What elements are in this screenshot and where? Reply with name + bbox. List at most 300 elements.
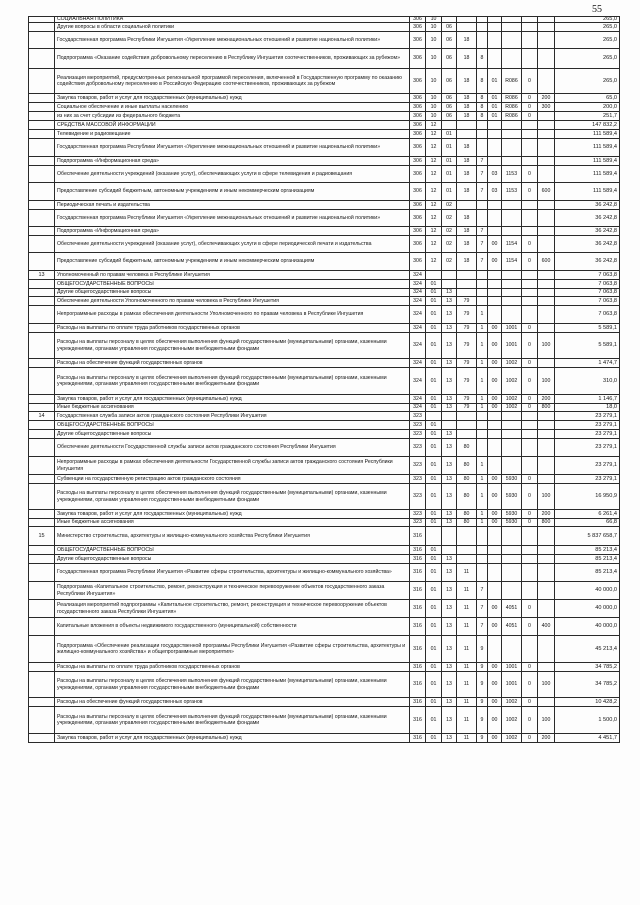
- subsection-cell: 13: [441, 333, 456, 358]
- subprogram-cell: [476, 271, 487, 279]
- expense-type-cell: [537, 280, 554, 288]
- item-name-cell: из них за счет субсидии из федерального бюджета: [54, 112, 409, 120]
- section-cell: 10: [425, 17, 441, 22]
- amount-cell: 40 000,0: [554, 600, 620, 617]
- table-row: [28, 707, 620, 734]
- direction-cell: 00: [487, 707, 501, 733]
- row-number-cell: [28, 183, 54, 200]
- item-name-cell: Телевидение и радиовещание: [54, 130, 409, 138]
- ministry-code-cell: 316: [409, 698, 425, 706]
- subprogram-cell: 9: [476, 734, 487, 742]
- program-cell: 18: [456, 32, 476, 48]
- expense-type-cell: [537, 139, 554, 156]
- row-number-cell: [28, 210, 54, 226]
- amount-cell: 36 242,8: [554, 253, 620, 270]
- direction-cell: 01: [487, 69, 501, 93]
- expense-subcode-cell: 0: [521, 359, 537, 367]
- item-name-cell: Непрограммные расходы в рамках обеспечения деятельности Уполномоченного по правам человека в Республике Ингушетия: [54, 306, 409, 323]
- item-name-cell: Государственная программа Республики Ингушетия «Развитие сферы строительства, архитектуры и жилищно-коммунального хозяйства»: [54, 564, 409, 581]
- amount-cell: 40 000,0: [554, 618, 620, 635]
- row-number-cell: [28, 280, 54, 288]
- subprogram-cell: 1: [476, 306, 487, 323]
- ministry-code-cell: 316: [409, 546, 425, 554]
- subsection-cell: 13: [441, 618, 456, 635]
- direction-cell: [487, 582, 501, 599]
- direction-cell: [487, 49, 501, 68]
- subprogram-cell: 1: [476, 484, 487, 509]
- amount-cell: 34 785,2: [554, 663, 620, 671]
- section-cell: 10: [425, 112, 441, 120]
- expense-type-cell: [537, 227, 554, 235]
- section-cell: 01: [425, 555, 441, 563]
- direction-cell: [487, 412, 501, 420]
- subsection-cell: 06: [441, 103, 456, 111]
- table-row: [28, 546, 620, 555]
- table-row: [28, 475, 620, 484]
- program-cell: [456, 121, 476, 129]
- item-name-cell: Закупка товаров, работ и услуг для государственных (муниципальных) нужд: [54, 510, 409, 518]
- expense-subcode-cell: 0: [521, 395, 537, 403]
- expense-subcode-cell: 0: [521, 69, 537, 93]
- section-cell: 12: [425, 236, 441, 252]
- ministry-code-cell: 324: [409, 271, 425, 279]
- subprogram-cell: 7: [476, 227, 487, 235]
- expense-code-cell: 1002: [501, 734, 521, 742]
- expense-type-cell: [537, 236, 554, 252]
- subsection-cell: 13: [441, 368, 456, 394]
- direction-cell: 00: [487, 663, 501, 671]
- section-cell: 01: [425, 280, 441, 288]
- amount-cell: 23 279,1: [554, 421, 620, 429]
- table-row: [28, 519, 620, 527]
- subprogram-cell: 9: [476, 707, 487, 733]
- amount-cell: 66,8: [554, 519, 620, 526]
- expense-type-cell: [537, 324, 554, 332]
- amount-cell: 111 589,4: [554, 157, 620, 165]
- item-name-cell: Обеспечение деятельности Государственной службы записи актов гражданского состояния Республики Ингушетия: [54, 439, 409, 456]
- expense-subcode-cell: [521, 412, 537, 420]
- table-row: [28, 32, 620, 49]
- section-cell: 01: [425, 368, 441, 394]
- expense-code-cell: [501, 130, 521, 138]
- row-number-cell: [28, 395, 54, 403]
- table-row: [28, 121, 620, 130]
- section-cell: 12: [425, 139, 441, 156]
- expense-subcode-cell: 0: [521, 166, 537, 182]
- subsection-cell: 06: [441, 112, 456, 120]
- ministry-code-cell: 306: [409, 94, 425, 102]
- direction-cell: [487, 555, 501, 563]
- amount-cell: 18,0: [554, 404, 620, 411]
- expense-subcode-cell: [521, 306, 537, 323]
- subsection-cell: 13: [441, 636, 456, 662]
- expense-code-cell: [501, 157, 521, 165]
- subprogram-cell: [476, 430, 487, 438]
- expense-type-cell: 100: [537, 484, 554, 509]
- expense-type-cell: [537, 32, 554, 48]
- amount-cell: 1 146,7: [554, 395, 620, 403]
- amount-cell: 23 279,1: [554, 412, 620, 420]
- expense-type-cell: [537, 412, 554, 420]
- expense-type-cell: [537, 546, 554, 554]
- subsection-cell: 13: [441, 672, 456, 697]
- program-cell: [456, 555, 476, 563]
- subprogram-cell: 7: [476, 600, 487, 617]
- program-cell: 18: [456, 227, 476, 235]
- table-row: [28, 395, 620, 404]
- subsection-cell: 06: [441, 49, 456, 68]
- table-row: [28, 333, 620, 359]
- section-cell: 01: [425, 430, 441, 438]
- amount-cell: 265,0: [554, 49, 620, 68]
- direction-cell: 00: [487, 236, 501, 252]
- subsection-cell: [441, 546, 456, 554]
- expense-type-cell: [537, 527, 554, 545]
- subprogram-cell: [476, 289, 487, 296]
- amount-cell: 4 451,7: [554, 734, 620, 742]
- expense-type-cell: [537, 17, 554, 22]
- expense-subcode-cell: 0: [521, 183, 537, 200]
- expense-subcode-cell: [521, 636, 537, 662]
- amount-cell: 6 261,4: [554, 510, 620, 518]
- expense-code-cell: [501, 271, 521, 279]
- row-number-cell: [28, 201, 54, 209]
- ministry-code-cell: 306: [409, 157, 425, 165]
- item-name-cell: Другие вопросы в области социальной политики: [54, 23, 409, 31]
- expense-subcode-cell: [521, 546, 537, 554]
- item-name-cell: Государственная служба записи актов гражданского состояния Республики Ингушетия: [54, 412, 409, 420]
- section-cell: 01: [425, 359, 441, 367]
- subprogram-cell: 1: [476, 324, 487, 332]
- direction-cell: [487, 121, 501, 129]
- table-row: [28, 421, 620, 430]
- subprogram-cell: [476, 280, 487, 288]
- expense-code-cell: [501, 49, 521, 68]
- ministry-code-cell: 324: [409, 280, 425, 288]
- ministry-code-cell: 324: [409, 297, 425, 305]
- subsection-cell: 13: [441, 564, 456, 581]
- amount-cell: 5 589,1: [554, 333, 620, 358]
- program-cell: 79: [456, 395, 476, 403]
- row-number-cell: [28, 672, 54, 697]
- table-row: [28, 297, 620, 306]
- table-row: [28, 166, 620, 183]
- ministry-code-cell: 316: [409, 663, 425, 671]
- row-number-cell: 15: [28, 527, 54, 545]
- expense-code-cell: 1154: [501, 253, 521, 270]
- program-cell: 80: [456, 519, 476, 526]
- expense-type-cell: [537, 271, 554, 279]
- ministry-code-cell: 306: [409, 139, 425, 156]
- amount-cell: 111 589,4: [554, 166, 620, 182]
- subsection-cell: 13: [441, 359, 456, 367]
- expense-type-cell: [537, 555, 554, 563]
- row-number-cell: [28, 103, 54, 111]
- expense-subcode-cell: [521, 121, 537, 129]
- expense-type-cell: [537, 130, 554, 138]
- amount-cell: 34 785,2: [554, 672, 620, 697]
- section-cell: 01: [425, 698, 441, 706]
- section-cell: 01: [425, 564, 441, 581]
- row-number-cell: [28, 618, 54, 635]
- expense-code-cell: [501, 439, 521, 456]
- ministry-code-cell: 306: [409, 49, 425, 68]
- amount-cell: 5 837 658,7: [554, 527, 620, 545]
- row-number-cell: [28, 69, 54, 93]
- direction-cell: [487, 439, 501, 456]
- expense-code-cell: [501, 564, 521, 581]
- program-cell: 11: [456, 582, 476, 599]
- table-row: [28, 663, 620, 672]
- expense-subcode-cell: [521, 439, 537, 456]
- program-cell: 18: [456, 112, 476, 120]
- ministry-code-cell: 306: [409, 130, 425, 138]
- expense-type-cell: [537, 439, 554, 456]
- expense-code-cell: 1002: [501, 707, 521, 733]
- ministry-code-cell: 323: [409, 475, 425, 483]
- section-cell: 01: [425, 404, 441, 411]
- expense-code-cell: 5930: [501, 519, 521, 526]
- row-number-cell: [28, 121, 54, 129]
- subprogram-cell: [476, 564, 487, 581]
- amount-cell: 85 213,4: [554, 546, 620, 554]
- expense-code-cell: [501, 32, 521, 48]
- amount-cell: 65,0: [554, 94, 620, 102]
- table-row: [28, 527, 620, 546]
- direction-cell: [487, 306, 501, 323]
- direction-cell: 03: [487, 166, 501, 182]
- ministry-code-cell: 323: [409, 457, 425, 474]
- direction-cell: 01: [487, 112, 501, 120]
- ministry-code-cell: 306: [409, 201, 425, 209]
- ministry-code-cell: 324: [409, 333, 425, 358]
- table-row: [28, 734, 620, 743]
- expense-type-cell: [537, 166, 554, 182]
- section-cell: 01: [425, 734, 441, 742]
- expense-code-cell: [501, 121, 521, 129]
- row-number-cell: [28, 166, 54, 182]
- subsection-cell: 13: [441, 439, 456, 456]
- table-row: [28, 280, 620, 289]
- item-name-cell: Расходы на выплаты по оплате труда работников государственных органов: [54, 324, 409, 332]
- amount-cell: 111 589,4: [554, 139, 620, 156]
- row-number-cell: [28, 297, 54, 305]
- expense-code-cell: [501, 17, 521, 22]
- direction-cell: 00: [487, 698, 501, 706]
- subprogram-cell: 7: [476, 253, 487, 270]
- program-cell: 18: [456, 183, 476, 200]
- expense-type-cell: [537, 663, 554, 671]
- ministry-code-cell: 306: [409, 112, 425, 120]
- subprogram-cell: [476, 555, 487, 563]
- subprogram-cell: [476, 121, 487, 129]
- row-number-cell: [28, 333, 54, 358]
- row-number-cell: [28, 157, 54, 165]
- program-cell: 18: [456, 94, 476, 102]
- expense-type-cell: [537, 157, 554, 165]
- table-row: [28, 404, 620, 412]
- item-name-cell: Закупка товаров, работ и услуг для государственных (муниципальных) нужд: [54, 734, 409, 742]
- program-cell: 18: [456, 49, 476, 68]
- expense-code-cell: R086: [501, 103, 521, 111]
- table-row: [28, 672, 620, 698]
- item-name-cell: Другие общегосударственные вопросы: [54, 430, 409, 438]
- table-row: [28, 412, 620, 421]
- expense-type-cell: [537, 582, 554, 599]
- direction-cell: 00: [487, 510, 501, 518]
- item-name-cell: Другие общегосударственные вопросы: [54, 555, 409, 563]
- section-cell: 01: [425, 395, 441, 403]
- subsection-cell: 01: [441, 166, 456, 182]
- subprogram-cell: [476, 421, 487, 429]
- ministry-code-cell: 324: [409, 404, 425, 411]
- amount-cell: 23 279,1: [554, 439, 620, 456]
- section-cell: 01: [425, 324, 441, 332]
- expense-type-cell: [537, 297, 554, 305]
- expense-subcode-cell: 0: [521, 103, 537, 111]
- program-cell: 11: [456, 600, 476, 617]
- expense-code-cell: [501, 527, 521, 545]
- amount-cell: 7 063,8: [554, 306, 620, 323]
- section-cell: 01: [425, 457, 441, 474]
- item-name-cell: Подпрограмма «Информационная среда»: [54, 227, 409, 235]
- subprogram-cell: 1: [476, 359, 487, 367]
- expense-subcode-cell: 0: [521, 519, 537, 526]
- expense-type-cell: [537, 121, 554, 129]
- section-cell: 01: [425, 663, 441, 671]
- expense-subcode-cell: 0: [521, 484, 537, 509]
- subsection-cell: [441, 280, 456, 288]
- item-name-cell: Государственная программа Республики Ингушетия «Укрепление межнациональных отношений и развитие национальной политики»: [54, 32, 409, 48]
- item-name-cell: Закупка товаров, работ и услуг для государственных (муниципальных) нужд: [54, 94, 409, 102]
- row-number-cell: [28, 49, 54, 68]
- direction-cell: 03: [487, 183, 501, 200]
- item-name-cell: Подпрограмма «Обеспечение реализации государственной программы Республики Ингушетия «Развитие сферы строительства, архитектуры и жилищно-коммунального хозяйства» и общепрограммные мероприятия»: [54, 636, 409, 662]
- expense-subcode-cell: [521, 227, 537, 235]
- subsection-cell: 13: [441, 510, 456, 518]
- item-name-cell: Министерство строительства, архитектуры и жилищно-коммунального хозяйства Республики Ингушетия: [54, 527, 409, 545]
- ministry-code-cell: 306: [409, 236, 425, 252]
- row-number-cell: [28, 600, 54, 617]
- expense-code-cell: R086: [501, 69, 521, 93]
- expense-type-cell: 200: [537, 395, 554, 403]
- row-number-cell: 14: [28, 412, 54, 420]
- item-name-cell: Обеспечение деятельности Уполномоченного по правам человека в Республике Ингушетия: [54, 297, 409, 305]
- subsection-cell: [441, 421, 456, 429]
- table-row: [28, 253, 620, 271]
- row-number-cell: [28, 139, 54, 156]
- subprogram-cell: 7: [476, 157, 487, 165]
- table-row: [28, 600, 620, 618]
- subprogram-cell: [476, 439, 487, 456]
- subprogram-cell: 8: [476, 69, 487, 93]
- item-name-cell: Расходы на выплаты персоналу в целях обеспечения выполнения функций государственными (муниципальными) органами, казенными учреждениями, органами управления государственными внебюджетными фондами: [54, 368, 409, 394]
- subsection-cell: 02: [441, 253, 456, 270]
- expense-subcode-cell: 0: [521, 510, 537, 518]
- section-cell: [425, 412, 441, 420]
- subsection-cell: [441, 527, 456, 545]
- row-number-cell: [28, 227, 54, 235]
- expense-code-cell: [501, 582, 521, 599]
- row-number-cell: [28, 564, 54, 581]
- section-cell: 01: [425, 421, 441, 429]
- section-cell: 10: [425, 32, 441, 48]
- item-name-cell: ОБЩЕГОСУДАРСТВЕННЫЕ ВОПРОСЫ: [54, 546, 409, 554]
- table-row: [28, 23, 620, 32]
- item-name-cell: Иные бюджетные ассигнования: [54, 519, 409, 526]
- expense-code-cell: 4051: [501, 600, 521, 617]
- table-row: [28, 510, 620, 519]
- program-cell: 18: [456, 166, 476, 182]
- subprogram-cell: 7: [476, 618, 487, 635]
- row-number-cell: [28, 582, 54, 599]
- expense-subcode-cell: [521, 201, 537, 209]
- section-cell: 01: [425, 600, 441, 617]
- expense-subcode-cell: [521, 582, 537, 599]
- table-row: [28, 636, 620, 663]
- direction-cell: [487, 564, 501, 581]
- expense-type-cell: [537, 49, 554, 68]
- amount-cell: 265,0: [554, 32, 620, 48]
- row-number-cell: [28, 439, 54, 456]
- row-number-cell: [28, 253, 54, 270]
- amount-cell: 36 242,8: [554, 227, 620, 235]
- row-number-cell: [28, 636, 54, 662]
- item-name-cell: Государственная программа Республики Ингушетия «Укрепление межнациональных отношений и развитие национальной политики»: [54, 210, 409, 226]
- expense-code-cell: R086: [501, 112, 521, 120]
- program-cell: 18: [456, 253, 476, 270]
- ministry-code-cell: 324: [409, 306, 425, 323]
- subprogram-cell: 8: [476, 49, 487, 68]
- subprogram-cell: [476, 130, 487, 138]
- row-number-cell: [28, 484, 54, 509]
- section-cell: 01: [425, 519, 441, 526]
- subsection-cell: 06: [441, 23, 456, 31]
- amount-cell: 265,0: [554, 17, 620, 22]
- subprogram-cell: [476, 546, 487, 554]
- program-cell: 79: [456, 359, 476, 367]
- direction-cell: [487, 289, 501, 296]
- program-cell: 18: [456, 236, 476, 252]
- expense-code-cell: [501, 412, 521, 420]
- expense-code-cell: 1002: [501, 359, 521, 367]
- ministry-code-cell: 323: [409, 412, 425, 420]
- subsection-cell: 01: [441, 130, 456, 138]
- subsection-cell: 06: [441, 32, 456, 48]
- row-number-cell: [28, 663, 54, 671]
- section-cell: [425, 271, 441, 279]
- expense-type-cell: 600: [537, 253, 554, 270]
- row-number-cell: [28, 359, 54, 367]
- section-cell: 01: [425, 297, 441, 305]
- table-row: [28, 359, 620, 368]
- row-number-cell: [28, 734, 54, 742]
- program-cell: 79: [456, 368, 476, 394]
- page-number: 55: [592, 4, 602, 15]
- expense-code-cell: 1002: [501, 368, 521, 394]
- table-row: [28, 49, 620, 69]
- expense-code-cell: [501, 289, 521, 296]
- table-row: [28, 227, 620, 236]
- expense-code-cell: 5930: [501, 510, 521, 518]
- amount-cell: 265,0: [554, 69, 620, 93]
- program-cell: 11: [456, 707, 476, 733]
- section-cell: 01: [425, 333, 441, 358]
- table-row: [28, 582, 620, 600]
- direction-cell: [487, 430, 501, 438]
- expense-subcode-cell: [521, 157, 537, 165]
- item-name-cell: Государственная программа Республики Ингушетия «Укрепление межнациональных отношений и развитие национальной политики»: [54, 139, 409, 156]
